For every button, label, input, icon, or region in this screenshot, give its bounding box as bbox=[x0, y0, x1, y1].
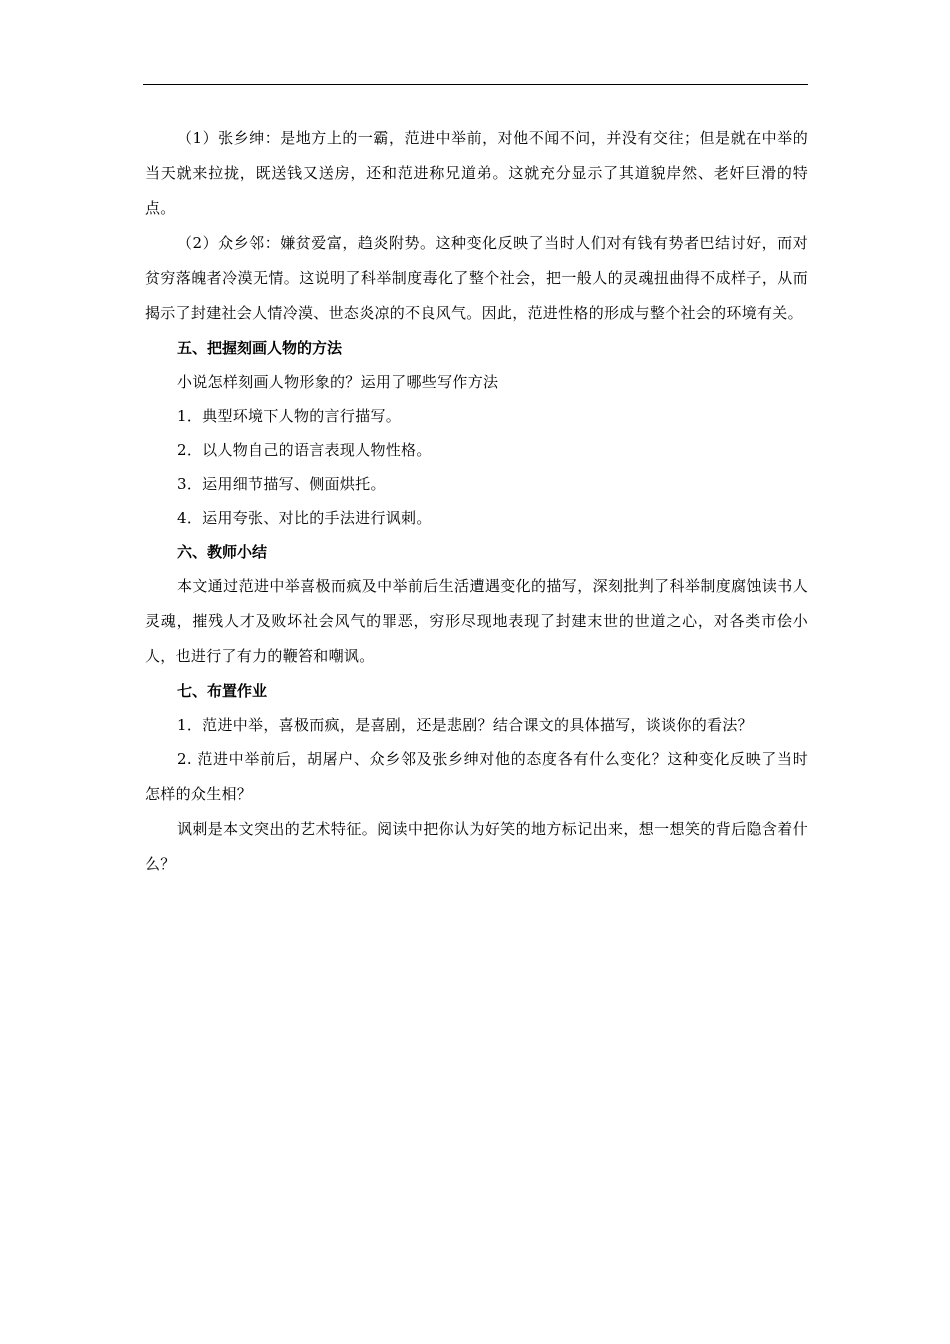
header-rule bbox=[143, 84, 808, 85]
method-item-3: 3．运用细节描写、侧面烘托。 bbox=[177, 475, 386, 493]
method-item-4: 4．运用夸张、对比的手法进行讽刺。 bbox=[177, 509, 432, 527]
method-item-1: 1．典型环境下人物的言行描写。 bbox=[177, 407, 402, 425]
paragraph-neighbors: （2）众乡邻：嫌贫爱富，趋炎附势。这种变化反映了当时人们对有钱有势者巴结讨好，而对贫穷落魄者冷漠无情。这说明了科举制度毒化了整个社会，把一般人的灵魂扭曲得不成样子，从而揭示了封建社会人情冷漠、世态炎凉的不良风气。因此，范进性格的形成与整个社会的环境有关。 bbox=[145, 234, 808, 322]
homework-item-1: 1．范进中举，喜极而疯，是喜剧，还是悲剧？结合课文的具体描写，谈谈你的看法？ bbox=[177, 716, 753, 734]
section-heading-7: 七、布置作业 bbox=[177, 682, 268, 700]
method-item-2: 2．以人物自己的语言表现人物性格。 bbox=[177, 441, 432, 459]
section-heading-5: 五、把握刻画人物的方法 bbox=[177, 339, 343, 357]
summary-paragraph: 本文通过范进中举喜极而疯及中举前后生活遭遇变化的描写，深刻批判了科举制度腐蚀读书人灵魂，摧残人才及败坏社会风气的罪恶，穷形尽现地表现了封建末世的世道之心，对各类市侩小人，也进行了有力的鞭笞和嘲讽。 bbox=[145, 577, 808, 665]
paragraph-squire-zhang: （1）张乡绅：是地方上的一霸，范进中举前，对他不闻不问，并没有交往；但是就在中举的当天就来拉拢，既送钱又送房，还和范进称兄道弟。这就充分显示了其道貌岸然、老奸巨滑的特点。 bbox=[145, 129, 808, 217]
homework-item-3: 讽刺是本文突出的艺术特征。阅读中把你认为好笑的地方标记出来，想一想笑的背后隐含着什么？ bbox=[145, 820, 808, 873]
question-text: 小说怎样刻画人物形象的？运用了哪些写作方法 bbox=[177, 373, 499, 391]
document-body bbox=[145, 121, 808, 882]
homework-item-2: 2. 范进中举前后，胡屠户、众乡邻及张乡绅对他的态度各有什么变化？这种变化反映了当时怎样的众生相？ bbox=[145, 750, 808, 803]
section-heading-6: 六、教师小结 bbox=[177, 543, 268, 561]
